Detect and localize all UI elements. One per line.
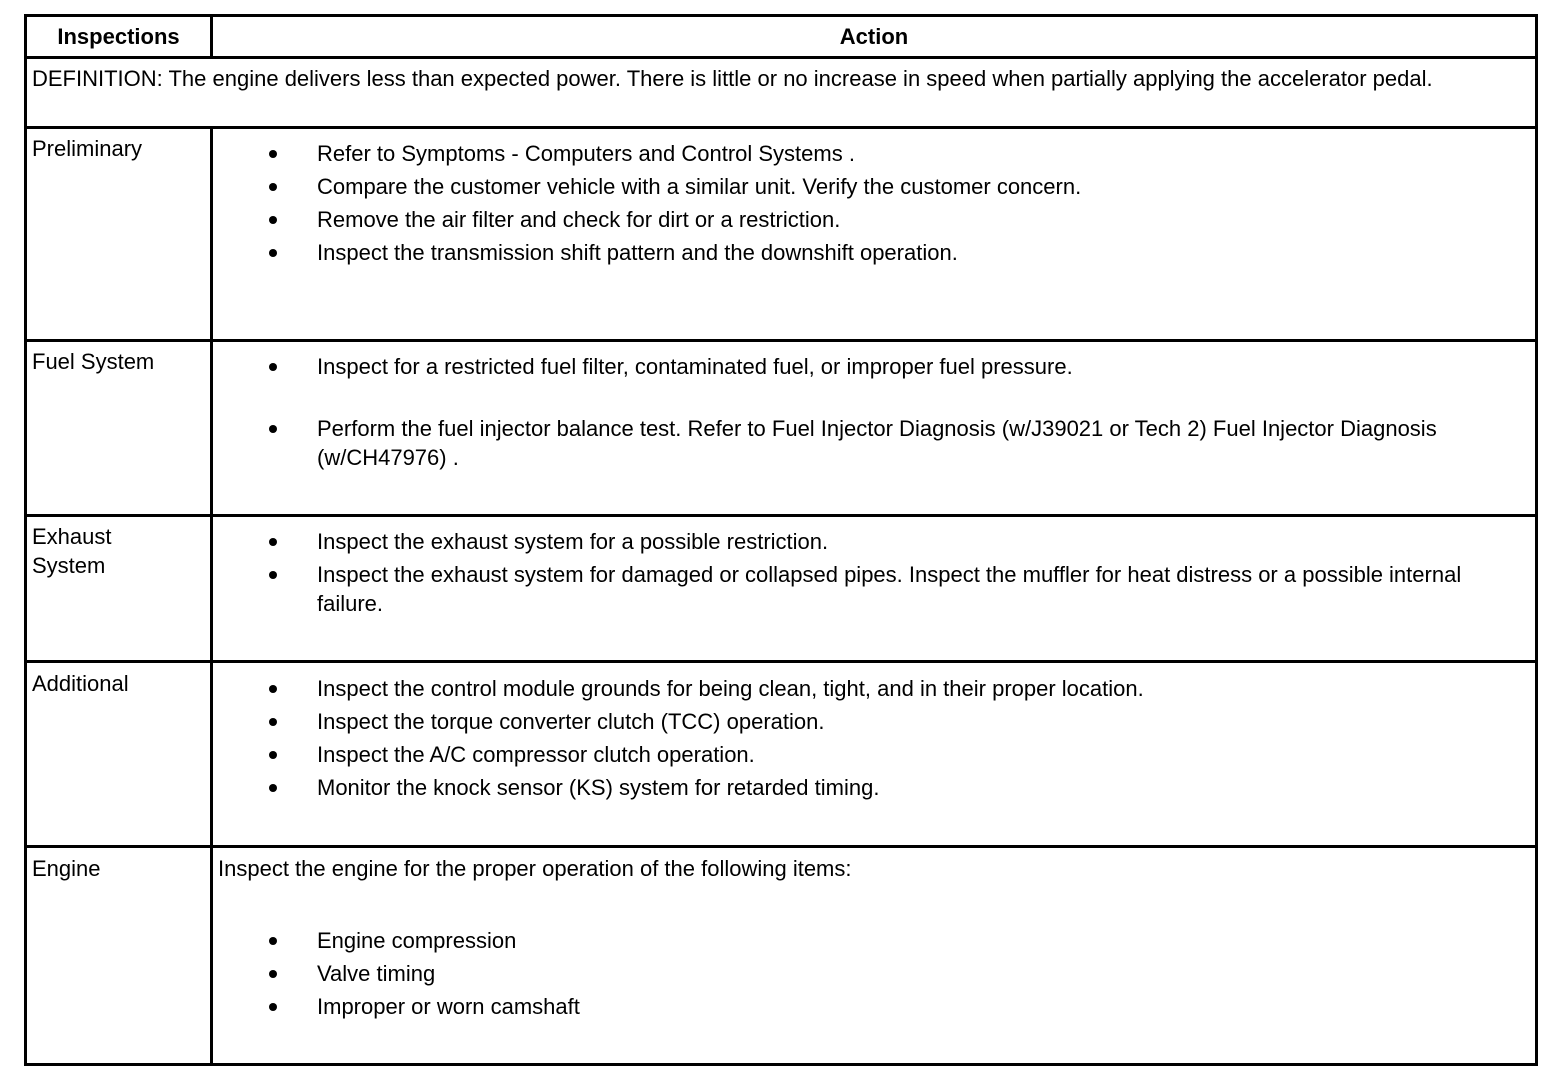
- header-inspections: Inspections: [57, 24, 180, 49]
- additional-list: [263, 674, 1531, 806]
- rule: [27, 339, 1535, 342]
- engine-list: [263, 926, 1531, 1025]
- row-label-preliminary: Preliminary: [32, 136, 143, 161]
- rule: [27, 660, 1535, 663]
- list-item: Valve timing: [317, 961, 436, 986]
- column-divider: [210, 17, 213, 56]
- rule: [27, 514, 1535, 517]
- list-item: Inspect the exhaust system for a possible restriction.: [317, 529, 829, 554]
- rule: [27, 845, 1535, 848]
- list-item: Engine compression: [317, 928, 517, 953]
- fuel-system-list: [263, 352, 1531, 476]
- row-label-fuel-system: Fuel System: [32, 349, 155, 374]
- list-item: Inspect the transmission shift pattern and the downshift operation.: [317, 240, 958, 265]
- list-item: Inspect for a restricted fuel filter, contaminated fuel, or improper fuel pressure.: [317, 354, 1073, 379]
- rule: [27, 56, 1535, 59]
- exhaust-system-list: [263, 527, 1531, 622]
- list-item: Monitor the knock sensor (KS) system for retarded timing.: [317, 775, 880, 800]
- row-label-engine: Engine: [32, 856, 101, 881]
- list-item: Inspect the torque converter clutch (TCC) operation.: [317, 709, 825, 734]
- rule: [27, 126, 1535, 129]
- definition-text: DEFINITION: The engine delivers less than expected power. There is little or no increase in speed when partially applying the accelerator pedal.: [32, 66, 1433, 91]
- row-label-additional: Additional: [32, 671, 129, 696]
- column-divider: [210, 126, 213, 1066]
- diagnostic-table: [24, 14, 1538, 1066]
- list-item: Refer to Symptoms - Computers and Control Systems .: [317, 141, 855, 166]
- engine-intro: Inspect the engine for the proper operation of the following items:: [218, 856, 852, 881]
- list-item: Inspect the A/C compressor clutch operation.: [317, 742, 755, 767]
- list-item: Perform the fuel injector balance test. Refer to Fuel Injector Diagnosis (w/J39021 or Tech 2) Fuel Injector Diagnosis (w/CH47976) .: [317, 416, 1437, 470]
- list-item: Inspect the control module grounds for being clean, tight, and in their proper location.: [317, 676, 1144, 701]
- row-label-exhaust-system: Exhaust System: [32, 524, 112, 578]
- list-item: Inspect the exhaust system for damaged or collapsed pipes. Inspect the muffler for heat distress or a possible internal failure.: [317, 562, 1462, 616]
- preliminary-list: [263, 139, 1531, 271]
- list-item: Remove the air filter and check for dirt or a restriction.: [317, 207, 841, 232]
- list-item: Improper or worn camshaft: [317, 994, 580, 1019]
- header-action: Action: [839, 24, 909, 49]
- list-item: Compare the customer vehicle with a similar unit. Verify the customer concern.: [317, 174, 1082, 199]
